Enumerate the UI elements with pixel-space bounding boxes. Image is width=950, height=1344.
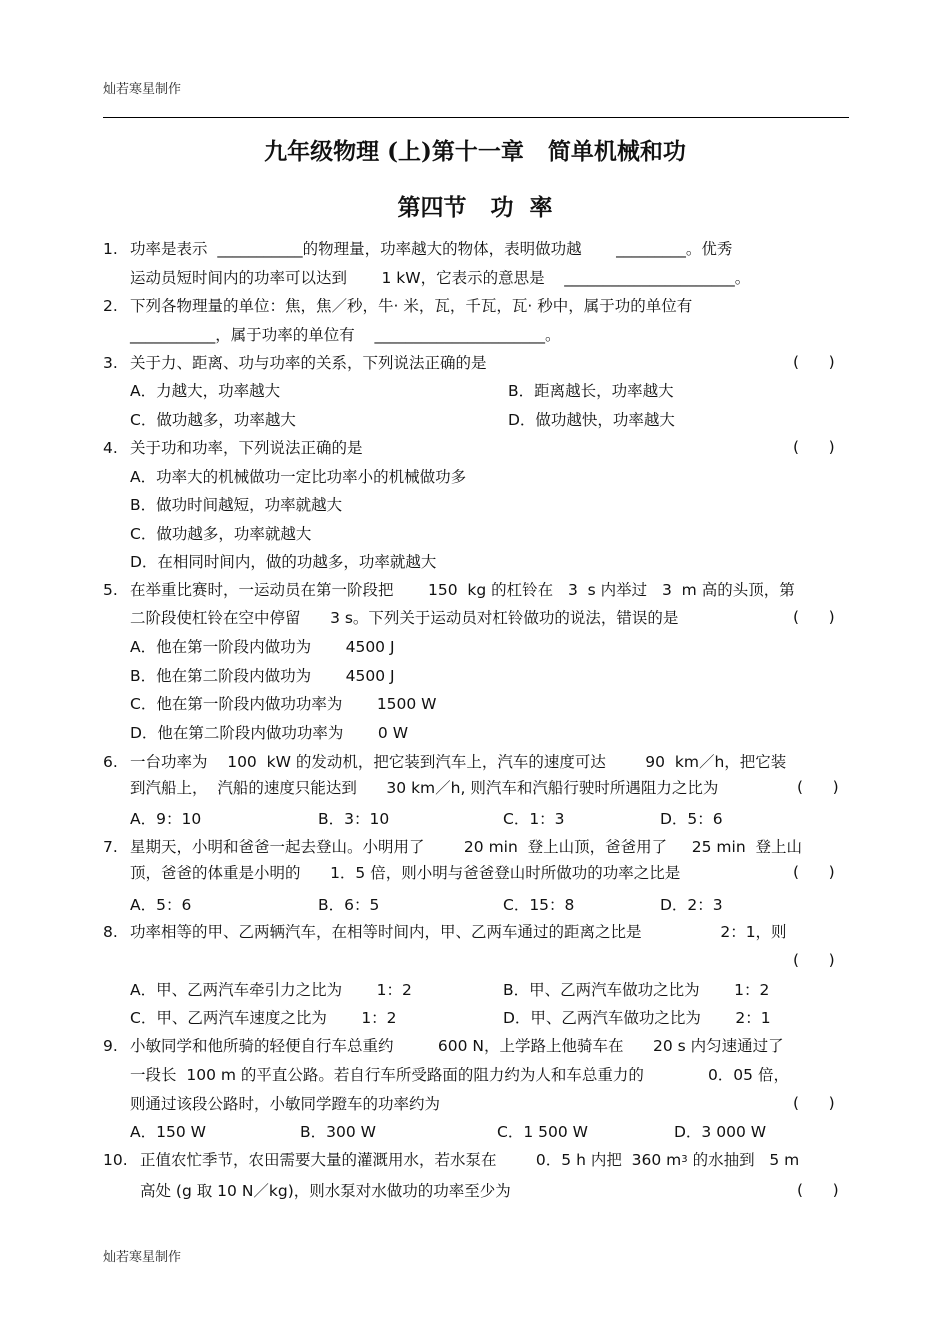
q4-option-a: A．功率大的机械做功一定比功率小的机械做功多 [130,468,467,486]
q1-line1: 功率是表示 ___________的物理量，功率越大的物体，表明做功越 _________。优秀 [130,240,733,258]
q8-option-c: C．甲、乙两汽车速度之比为 1：2 [130,1009,397,1027]
q6-option-c: C．1：3 [503,810,565,828]
q5-line1: 在举重比赛时，一运动员在第一阶段把 150 kg 的杠铃在 3 s 内举过 3 m 高的头顶，第 [130,581,795,599]
q7-option-a: A．5：6 [130,896,192,914]
q7-option-b: B．6：5 [318,896,380,914]
q9-answer-paren: ( ) [793,1094,835,1112]
q5-option-c: C．他在第一阶段内做功功率为 1500 W [130,695,437,713]
q9-option-b: B．300 W [300,1123,376,1141]
q8-option-d: D．甲、乙两汽车做功之比为 2：1 [503,1009,771,1027]
q3-option-c: C．做功越多，功率越大 [130,411,296,429]
q6-option-b: B．3：10 [318,810,390,828]
q10-line1-text-a: 正值农忙季节，农田需要大量的灌溉用水，若水泵在 0．5 h 内把 360 m [140,1151,682,1169]
q9-option-d: D．3 000 W [674,1123,767,1141]
q9-line1: 小敏同学和他所骑的轻便自行车总重约 600 N，上学路上他骑车在 20 s 内匀速通过了 [130,1037,784,1055]
q10-superscript: 3 [681,1154,688,1165]
q1-line2: 运动员短时间内的功率可以达到 1 kW，它表示的意思是 ______________________。 [130,269,751,287]
q7-option-c: C．15：8 [503,896,575,914]
q9-line2: 一段长 100 m 的平直公路。若自行车所受路面的阻力约为人和车总重力的 0．05 倍， [130,1066,789,1084]
q4-answer-paren: ( ) [793,438,835,456]
q3-option-d: D．做功越快，功率越大 [508,411,675,429]
page-footer: 灿若寒星制作 [103,1250,182,1265]
q8-line1: 功率相等的甲、乙两辆汽车，在相等时间内，甲、乙两车通过的距离之比是 2：1，则 [130,923,787,941]
q8-option-b: B．甲、乙两汽车做功之比为 1：2 [503,981,770,999]
q6-option-d: D．5：6 [660,810,723,828]
q7-option-d: D．2：3 [660,896,723,914]
q10-line1-text-b: 的水抽到 5 m [687,1151,800,1169]
q7-answer-paren: ( ) [793,863,835,881]
q4-stem: 关于功和功率，下列说法正确的是 [130,439,363,457]
q2-line1: 下列各物理量的单位：焦，焦／秒，牛· 米，瓦，千瓦，瓦· 秒中，属于功的单位有 [130,297,693,315]
q7-line1: 星期天，小明和爸爸一起去登山。小明用了 20 min 登上山顶，爸爸用了 25 min 登上山 [130,838,803,856]
q9-option-c: C．1 500 W [497,1123,588,1141]
q9-number: 9. [103,1037,118,1055]
q10-number: 10. [103,1151,128,1169]
q6-option-a: A．9：10 [130,810,202,828]
q6-answer-paren: ( ) [797,778,839,796]
q5-option-d: D．他在第二阶段内做功功率为 0 W [130,724,409,742]
q6-number: 6. [103,753,118,771]
q10-line2: 高处 (g 取 10 N／kg)，则水泵对水做功的功率至少为 [140,1182,511,1200]
q7-number: 7. [103,838,118,856]
q9-line3: 则通过该段公路时，小敏同学蹬车的功率约为 [130,1095,441,1113]
q9-option-a: A．150 W [130,1123,206,1141]
q4-option-c: C．做功越多，功率就越大 [130,525,312,543]
q10-line1 [140,1150,799,1173]
chapter-title: 九年级物理 (上)第十一章 简单机械和功 [264,138,686,165]
q8-option-a: A．甲、乙两汽车牵引力之比为 1：2 [130,981,412,999]
q2-line2: ___________，属于功率的单位有 ______________________。 [130,326,561,344]
q8-number: 8. [103,923,118,941]
page-header: 灿若寒星制作 [103,82,182,97]
q4-number: 4. [103,439,118,457]
q5-answer-paren: ( ) [793,608,835,626]
q10-answer-paren: ( ) [797,1181,839,1199]
q6-line1: 一台功率为 100 kW 的发动机，把它装到汽车上，汽车的速度可达 90 km／h，把它装 [130,753,787,771]
header-rule [103,117,849,118]
q7-line2: 顶，爸爸的体重是小明的 1．5 倍，则小明与爸爸登山时所做功的功率之比是 [130,864,681,882]
q3-option-b: B．距离越长，功率越大 [508,382,674,400]
q3-number: 3. [103,354,118,372]
q1-number: 1. [103,240,118,258]
q4-option-d: D．在相同时间内，做的功越多，功率就越大 [130,553,437,571]
q5-number: 5. [103,581,118,599]
q6-line2: 到汽船上， 汽船的速度只能达到 30 km／h, 则汽车和汽船行驶时所遇阻力之比为 [130,779,719,797]
q4-option-b: B．做功时间越短，功率就越大 [130,496,343,514]
q8-answer-paren: ( ) [793,951,835,969]
q5-option-b: B．他在第二阶段内做功为 4500 J [130,667,395,685]
q3-answer-paren: ( ) [793,353,835,371]
q5-option-a: A．他在第一阶段内做功为 4500 J [130,638,395,656]
q3-stem: 关于力、距离、功与功率的关系，下列说法正确的是 [130,354,487,372]
q5-line2: 二阶段使杠铃在空中停留 3 s。下列关于运动员对杠铃做功的说法，错误的是 [130,609,679,627]
section-title: 第四节 功 率 [397,194,553,221]
q2-number: 2. [103,297,118,315]
q3-option-a: A．力越大，功率越大 [130,382,281,400]
